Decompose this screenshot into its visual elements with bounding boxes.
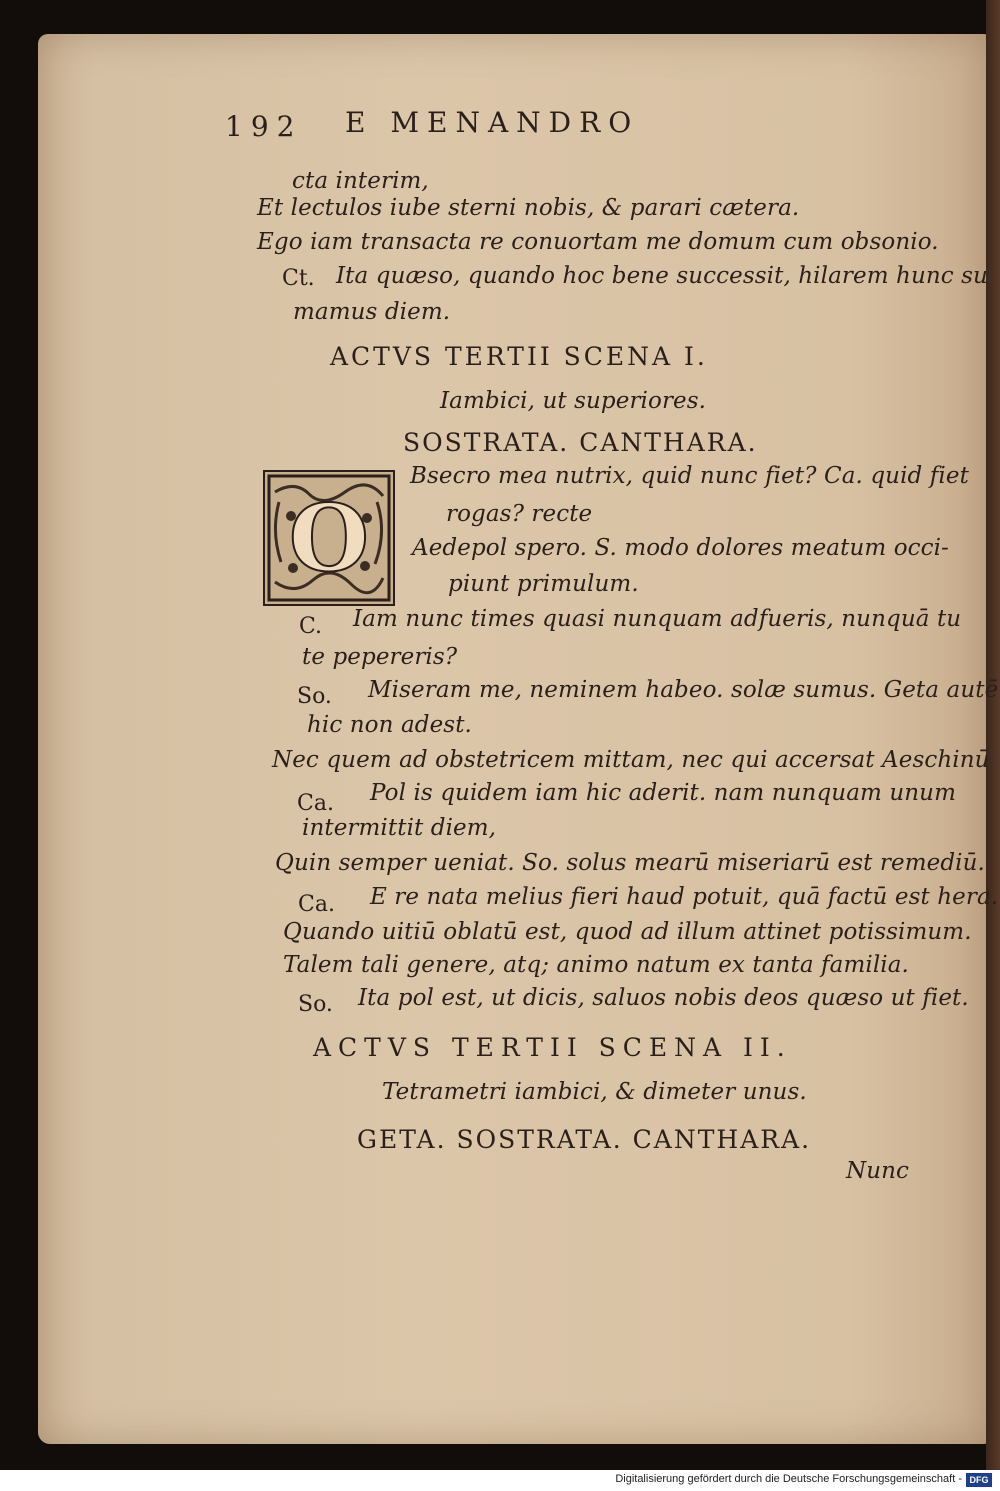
- initial-letter: O: [288, 484, 370, 592]
- text-line: hic non adest.: [307, 712, 472, 738]
- scene-heading: ACTVS TERTII SCENA I.: [330, 342, 708, 371]
- speaker-label: Ca.: [297, 791, 334, 816]
- catchword: Nunc: [846, 1158, 910, 1184]
- text-line: Bsecro mea nutrix, quid nunc fiet? Ca. quid fiet: [410, 463, 969, 489]
- meter-line: Iambici, ut superiores.: [440, 388, 707, 414]
- text-line: mamus diem.: [293, 299, 451, 325]
- text-line: E re nata melius fieri haud potuit, quā factū est hera.: [370, 884, 999, 910]
- text-line: Ita quæso, quando hoc bene successit, hilarem hunc su: [336, 263, 988, 289]
- text-line: te pepereris?: [302, 644, 458, 670]
- text-line: Quin semper ueniat. So. solus mearū miseriarū est remediū.: [275, 850, 985, 876]
- text-line: Ita pol est, ut dicis, saluos nobis deos quæso ut fiet.: [358, 985, 969, 1011]
- text-line: Aedepol spero. S. modo dolores meatum occi-: [412, 535, 949, 561]
- text-line: Et lectulos iube sterni nobis, & parari cætera.: [257, 195, 800, 221]
- speaker-label: So.: [298, 992, 333, 1017]
- speaker-label: So.: [297, 684, 332, 709]
- text-line: Talem tali genere, atq; animo natum ex tanta familia.: [283, 952, 909, 978]
- meter-line: Tetrametri iambici, & dimeter unus.: [382, 1079, 807, 1105]
- digitization-footer: [0, 1470, 1000, 1491]
- text-line: Nec quem ad obstetricem mittam, nec qui accersat Aeschinū: [272, 747, 990, 773]
- scene-heading: ACTVS TERTII SCENA II.: [313, 1033, 792, 1062]
- text-line: piunt primulum.: [448, 571, 639, 597]
- text-line: Iam nunc times quasi nunquam adfueris, nunquā tu: [353, 606, 962, 632]
- text-line: intermittit diem,: [302, 815, 497, 841]
- decorated-initial: [263, 470, 395, 606]
- text-line: rogas? recte: [446, 501, 593, 527]
- dfg-logo-icon: DFG: [966, 1473, 992, 1487]
- text-line: Ego iam transacta re conuortam me domum cum obsonio.: [257, 229, 939, 255]
- character-list: GETA. SOSTRATA. CANTHARA.: [357, 1125, 812, 1154]
- text-line: cta interim,: [292, 168, 429, 194]
- text-line: Quando uitiū oblatū est, quod ad illum attinet potissimum.: [283, 919, 972, 945]
- speaker-label: Ct.: [282, 266, 315, 291]
- speaker-label: Ca.: [298, 892, 335, 917]
- text-line: Pol is quidem iam hic aderit. nam nunquam unum: [370, 780, 956, 806]
- page-number: 192: [225, 110, 303, 143]
- speaker-label: C.: [299, 614, 323, 639]
- running-title: E MENANDRO: [345, 106, 640, 139]
- character-list: SOSTRATA. CANTHARA.: [403, 428, 758, 457]
- text-line: Miseram me, neminem habeo. solæ sumus. Geta autē: [368, 677, 999, 703]
- footer-credit: Digitalisierung gefördert durch die Deutsche Forschungsgemeinschaft -: [615, 1473, 962, 1485]
